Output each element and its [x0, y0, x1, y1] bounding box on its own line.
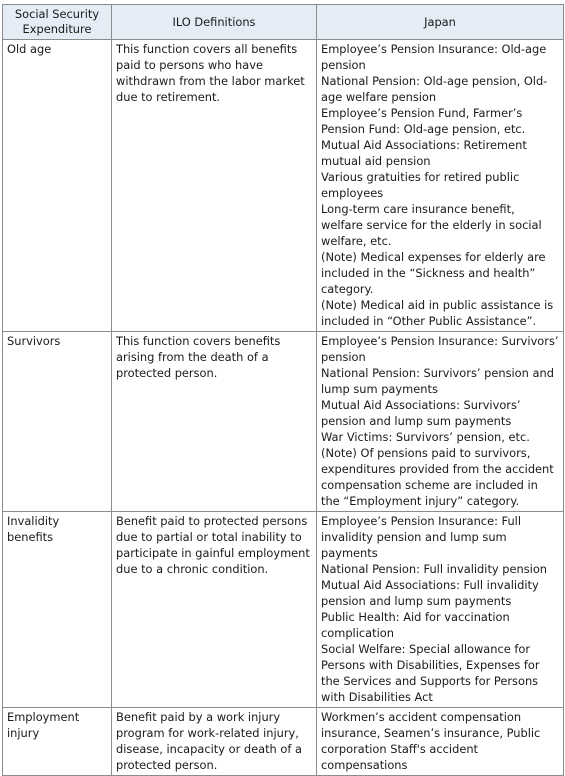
japan-item: Various gratuities for retired public employees	[321, 170, 520, 200]
japan-item: Workmen’s accident compensation insurance, Seamen’s insurance, Public corporation Staff's accident compensations	[321, 710, 541, 772]
japan-item: Social Welfare: Special allowance for Persons with Disabilities, Expenses for the Services and Supports for Persons with Disabilities Act	[321, 642, 540, 704]
table-row	[3, 40, 564, 332]
japan-item: Employee’s Pension Insurance: Old-age pension	[321, 42, 547, 72]
japan-note: (Note) Medical expenses for elderly are included in the “Sickness and health” category.	[321, 250, 546, 296]
japan-cell	[317, 332, 564, 512]
ilo-definition-cell: This function covers all benefits paid to persons who have withdrawn from the labor market due to retirement.	[112, 40, 317, 332]
japan-item: National Pension: Survivors’ pension and lump sum payments	[321, 366, 554, 396]
ilo-definition-cell: This function covers benefits arising from the death of a protected person.	[112, 332, 317, 512]
japan-item: Public Health: Aid for vaccination complication	[321, 610, 510, 640]
japan-item: War Victims: Survivors’ pension, etc.	[321, 430, 530, 444]
header-japan: Japan	[317, 5, 564, 40]
japan-note: (Note) Of pensions paid to survivors, expenditures provided from the accident compensation scheme are included in the “Employment injury” category.	[321, 446, 554, 508]
japan-item: Mutual Aid Associations: Retirement mutual aid pension	[321, 138, 527, 168]
japan-item: Employee’s Pension Insurance: Survivors’ pension	[321, 334, 559, 364]
japan-note: (Note) Medical aid in public assistance is included in “Other Public Assistance”.	[321, 298, 554, 328]
japan-cell	[317, 40, 564, 332]
japan-item: National Pension: Old-age pension, Old-age welfare pension	[321, 74, 548, 104]
japan-item: National Pension: Full invalidity pension	[321, 562, 548, 576]
header-row	[3, 5, 564, 40]
category-cell: Survivors	[3, 332, 112, 512]
japan-item: Employee’s Pension Insurance: Full invalidity pension and lump sum payments	[321, 514, 522, 560]
ilo-definition-cell: Benefit paid to protected persons due to partial or total inability to participate in gainful employment due to a chronic condition.	[112, 512, 317, 708]
table-row	[3, 512, 564, 708]
ilo-definition-cell: Benefit paid by a work injury program for work-related injury, disease, incapacity or death of a protected person.	[112, 708, 317, 776]
header-ilo-definitions: ILO Definitions	[112, 5, 317, 40]
category-cell: Invalidity benefits	[3, 512, 112, 708]
japan-item: Long-term care insurance benefit, welfare service for the elderly in social welfare, etc.	[321, 202, 542, 248]
category-cell: Employment injury	[3, 708, 112, 776]
table-row	[3, 708, 564, 776]
social-security-table	[2, 4, 564, 776]
japan-cell	[317, 512, 564, 708]
category-cell: Old age	[3, 40, 112, 332]
header-expenditure: Social Security Expenditure	[3, 5, 112, 40]
japan-item: Employee’s Pension Fund, Farmer’s Pension Fund: Old-age pension, etc.	[321, 106, 526, 136]
japan-cell	[317, 708, 564, 776]
japan-item: Mutual Aid Associations: Survivors’ pension and lump sum payments	[321, 398, 521, 428]
table-row	[3, 332, 564, 512]
japan-item: Mutual Aid Associations: Full invalidity pension and lump sum payments	[321, 578, 539, 608]
